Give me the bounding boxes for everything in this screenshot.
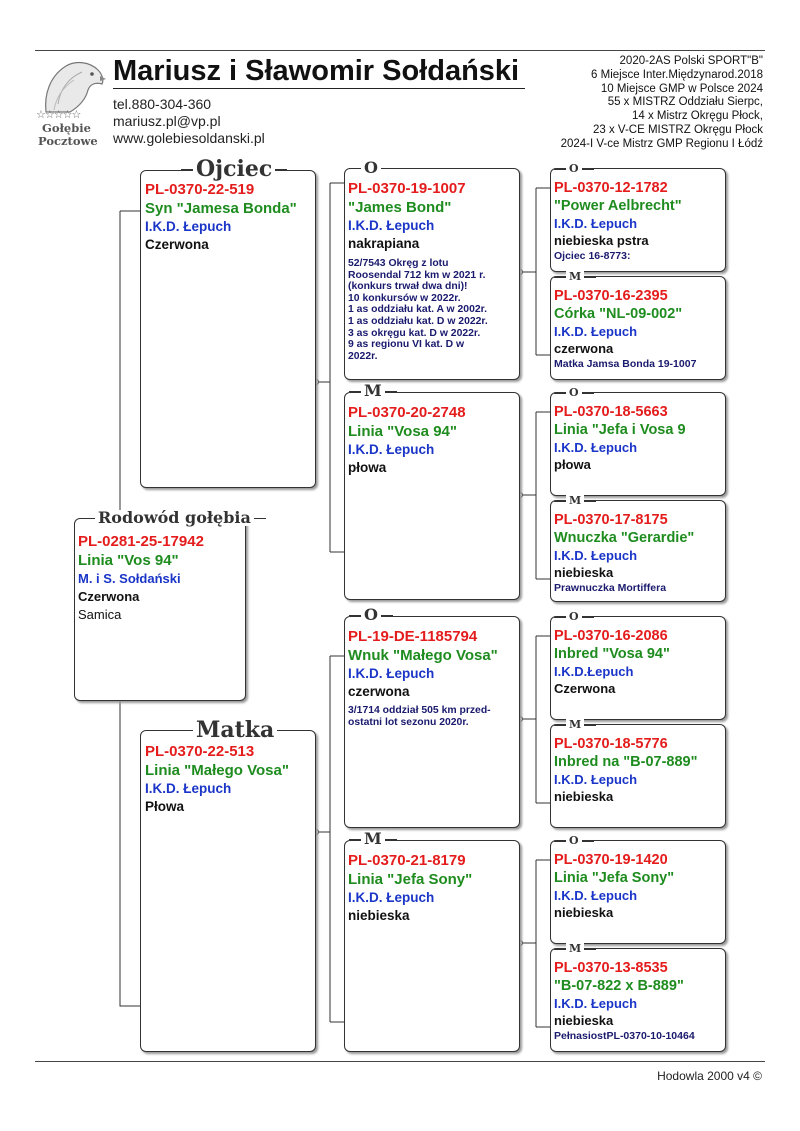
grandparent-label: O xyxy=(361,607,381,623)
grandparent-label: M xyxy=(361,831,385,847)
performance-notes: 3/1714 oddział 505 km przed- ostatni lot sezonu 2020r. xyxy=(348,705,491,728)
great-grandparent-label: O xyxy=(566,387,582,398)
achievement: 2020-2AS Polski SPORT"B" xyxy=(619,55,763,67)
breeder: I.K.D. Łepuch xyxy=(145,219,232,234)
footer-credit: Hodowla 2000 v4 © xyxy=(657,1069,762,1083)
pigeon-name: Syn "Jamesa Bonda" xyxy=(145,200,297,217)
breeder: I.K.D. Łepuch xyxy=(145,781,232,796)
ring-number: PL-0370-19-1420 xyxy=(554,852,668,868)
extra-note: Prawnuczka Mortiffera xyxy=(554,582,667,594)
pigeon-name: Linia "Jefa Sony" xyxy=(554,870,675,886)
maternal-grandfather-details xyxy=(348,627,518,701)
breeder: I.K.D. Łepuch xyxy=(554,888,638,903)
grandparent-label: M xyxy=(361,383,385,399)
mother-details xyxy=(145,742,315,816)
extra-note: Matka Jamsa Bonda 19-1007 xyxy=(554,358,697,370)
great-grandparent-label: M xyxy=(566,943,584,954)
great-grandparent-label: M xyxy=(566,495,584,506)
pigeon-name: Wnuk "Małego Vosa" xyxy=(348,647,498,664)
maternal-grandmother-details xyxy=(348,851,518,925)
extra-note: Ojciec 16-8773: xyxy=(554,250,631,262)
ring-number: PL-0370-22-519 xyxy=(145,181,255,198)
breeder: I.K.D. Łepuch xyxy=(348,442,435,457)
color: czerwona xyxy=(554,341,614,356)
mother-label: Matka xyxy=(193,719,277,741)
great-grandparent-label: M xyxy=(566,271,584,282)
pigeon-name: Linia "Jefa i Vosa 9 xyxy=(554,422,686,438)
breeder: I.K.D. Łepuch xyxy=(348,666,435,681)
color: Czerwona xyxy=(554,681,616,696)
subject-details xyxy=(78,532,244,624)
color: niebieska xyxy=(554,905,614,920)
pigeon-name: Linia "Jefa Sony" xyxy=(348,871,473,888)
color: niebieska xyxy=(348,908,410,923)
father-label: Ojciec xyxy=(193,158,275,180)
ring-number: PL-19-DE-1185794 xyxy=(348,628,478,645)
pigeon-name: Córka "NL-09-002" xyxy=(554,306,683,322)
logo-text-2: Pocztowe xyxy=(38,134,98,148)
great-grandparent-label: M xyxy=(566,719,584,730)
great-grandparent-details xyxy=(554,287,724,372)
pigeon-name: Wnuczka "Gerardie" xyxy=(554,530,695,546)
great-grandparent-details xyxy=(554,959,724,1044)
father-details xyxy=(145,180,315,254)
ring-number: PL-0370-21-8179 xyxy=(348,852,466,869)
color: niebieska pstra xyxy=(554,233,649,248)
star-icon: ☆☆☆☆☆ xyxy=(36,109,81,121)
great-grandparent-details xyxy=(554,627,724,697)
paternal-grandmother-details xyxy=(348,403,518,477)
color: Czerwona xyxy=(145,237,209,252)
email: mariusz.pl@vp.pl xyxy=(113,113,221,129)
ring-number: PL-0370-12-1782 xyxy=(554,180,668,196)
pigeon-name: Linia "Vosa 94" xyxy=(348,423,457,440)
color: niebieska xyxy=(554,1013,614,1028)
achievement: 14 x Mistrz Okręgu Płock, xyxy=(631,110,763,123)
website: www.golebiesoldanski.pl xyxy=(113,130,265,146)
ring-number: PL-0370-13-8535 xyxy=(554,960,668,976)
performance-notes: 52/7543 Okręg z lotu Roosendal 712 km w 2021 r. (konkurs trwał dwa dni)! 10 konkursów w 2022r. 1 as oddziału kat. A w 2002r. 1 as oddziału kat. D w 2022r. 3 as okręgu kat. D w 2022r. 9 as regionu VI kat. D w 2022r. xyxy=(348,258,488,362)
pigeon-name: Linia "Małego Vosa" xyxy=(145,762,289,779)
pigeon-name: Linia "Vos 94" xyxy=(78,552,179,569)
breeder: I.K.D. Łepuch xyxy=(554,996,638,1011)
great-grandparent-label: O xyxy=(566,611,582,622)
color: płowa xyxy=(554,457,591,472)
great-grandparent-details xyxy=(554,511,724,596)
ring-number: PL-0370-20-2748 xyxy=(348,404,466,421)
ring-number: PL-0370-16-2086 xyxy=(554,628,668,644)
color: czerwona xyxy=(348,684,410,699)
breeder: I.K.D. Łepuch xyxy=(554,548,638,563)
ring-number: PL-0370-18-5776 xyxy=(554,736,668,752)
pigeon-name: Inbred "Vosa 94" xyxy=(554,646,670,662)
breeder: M. i S. Sołdański xyxy=(78,571,181,586)
achievement: 55 x MISTRZ Oddziału Sierpc, xyxy=(607,96,763,109)
ring-number: PL-0281-25-17942 xyxy=(78,533,204,550)
ring-number: PL-0370-16-2395 xyxy=(554,288,668,304)
great-grandparent-details xyxy=(554,851,724,921)
extra-note: PełnasiostPL-0370-10-10464 xyxy=(554,1030,695,1042)
breeder: I.K.D. Łepuch xyxy=(554,772,638,787)
breeder: I.K.D. Łepuch xyxy=(554,216,638,231)
paternal-grandfather-details xyxy=(348,179,518,253)
great-grandparent-label: O xyxy=(566,163,582,174)
pigeon-name: "B-07-822 x B-889" xyxy=(554,978,684,994)
breeder: I.K.D. Łepuch xyxy=(348,218,435,233)
great-grandparent-details xyxy=(554,403,724,473)
page-title: Mariusz i Sławomir Sołdański xyxy=(113,55,520,87)
great-grandparent-details xyxy=(554,735,724,805)
great-grandparent-details xyxy=(554,179,724,264)
color: Płowa xyxy=(145,799,185,814)
breeder: I.K.D. Łepuch xyxy=(554,440,638,455)
breeder: I.K.D. Łepuch xyxy=(348,890,435,905)
sex: Samica xyxy=(78,607,122,622)
color: nakrapiana xyxy=(348,236,420,251)
pigeon-name: Inbred na "B-07-889" xyxy=(554,754,698,770)
breeder: I.K.D.Łepuch xyxy=(554,664,634,679)
subject-label: Rodowód gołębia xyxy=(95,510,254,526)
achievement: 23 x V-CE MISTRZ Okręgu Płock xyxy=(593,123,763,136)
ring-number: PL-0370-22-513 xyxy=(145,743,255,760)
grandparent-label: O xyxy=(361,160,381,176)
breeder: I.K.D. Łepuch xyxy=(554,324,638,339)
ring-number: PL-0370-19-1007 xyxy=(348,180,466,197)
phone: tel.880-304-360 xyxy=(113,96,212,112)
color: niebieska xyxy=(554,789,614,804)
color: niebieska xyxy=(554,565,614,580)
ring-number: PL-0370-17-8175 xyxy=(554,512,668,528)
ring-number: PL-0370-18-5663 xyxy=(554,404,668,420)
achievement: 10 Miejsce GMP w Polsce 2024 xyxy=(600,82,763,95)
color: Czerwona xyxy=(78,589,140,604)
logo-text-1: Gołębie xyxy=(42,121,91,135)
achievement: 2024-I V-ce Mistrz GMP Regionu I Łódź xyxy=(560,137,763,150)
great-grandparent-label: O xyxy=(566,835,582,846)
achievement: 6 Miejsce Inter.Międzynarod.2018 xyxy=(591,68,763,81)
pigeon-name: "James Bond" xyxy=(348,199,452,216)
pigeon-name: "Power Aelbrecht" xyxy=(554,198,682,214)
color: płowa xyxy=(348,460,387,475)
